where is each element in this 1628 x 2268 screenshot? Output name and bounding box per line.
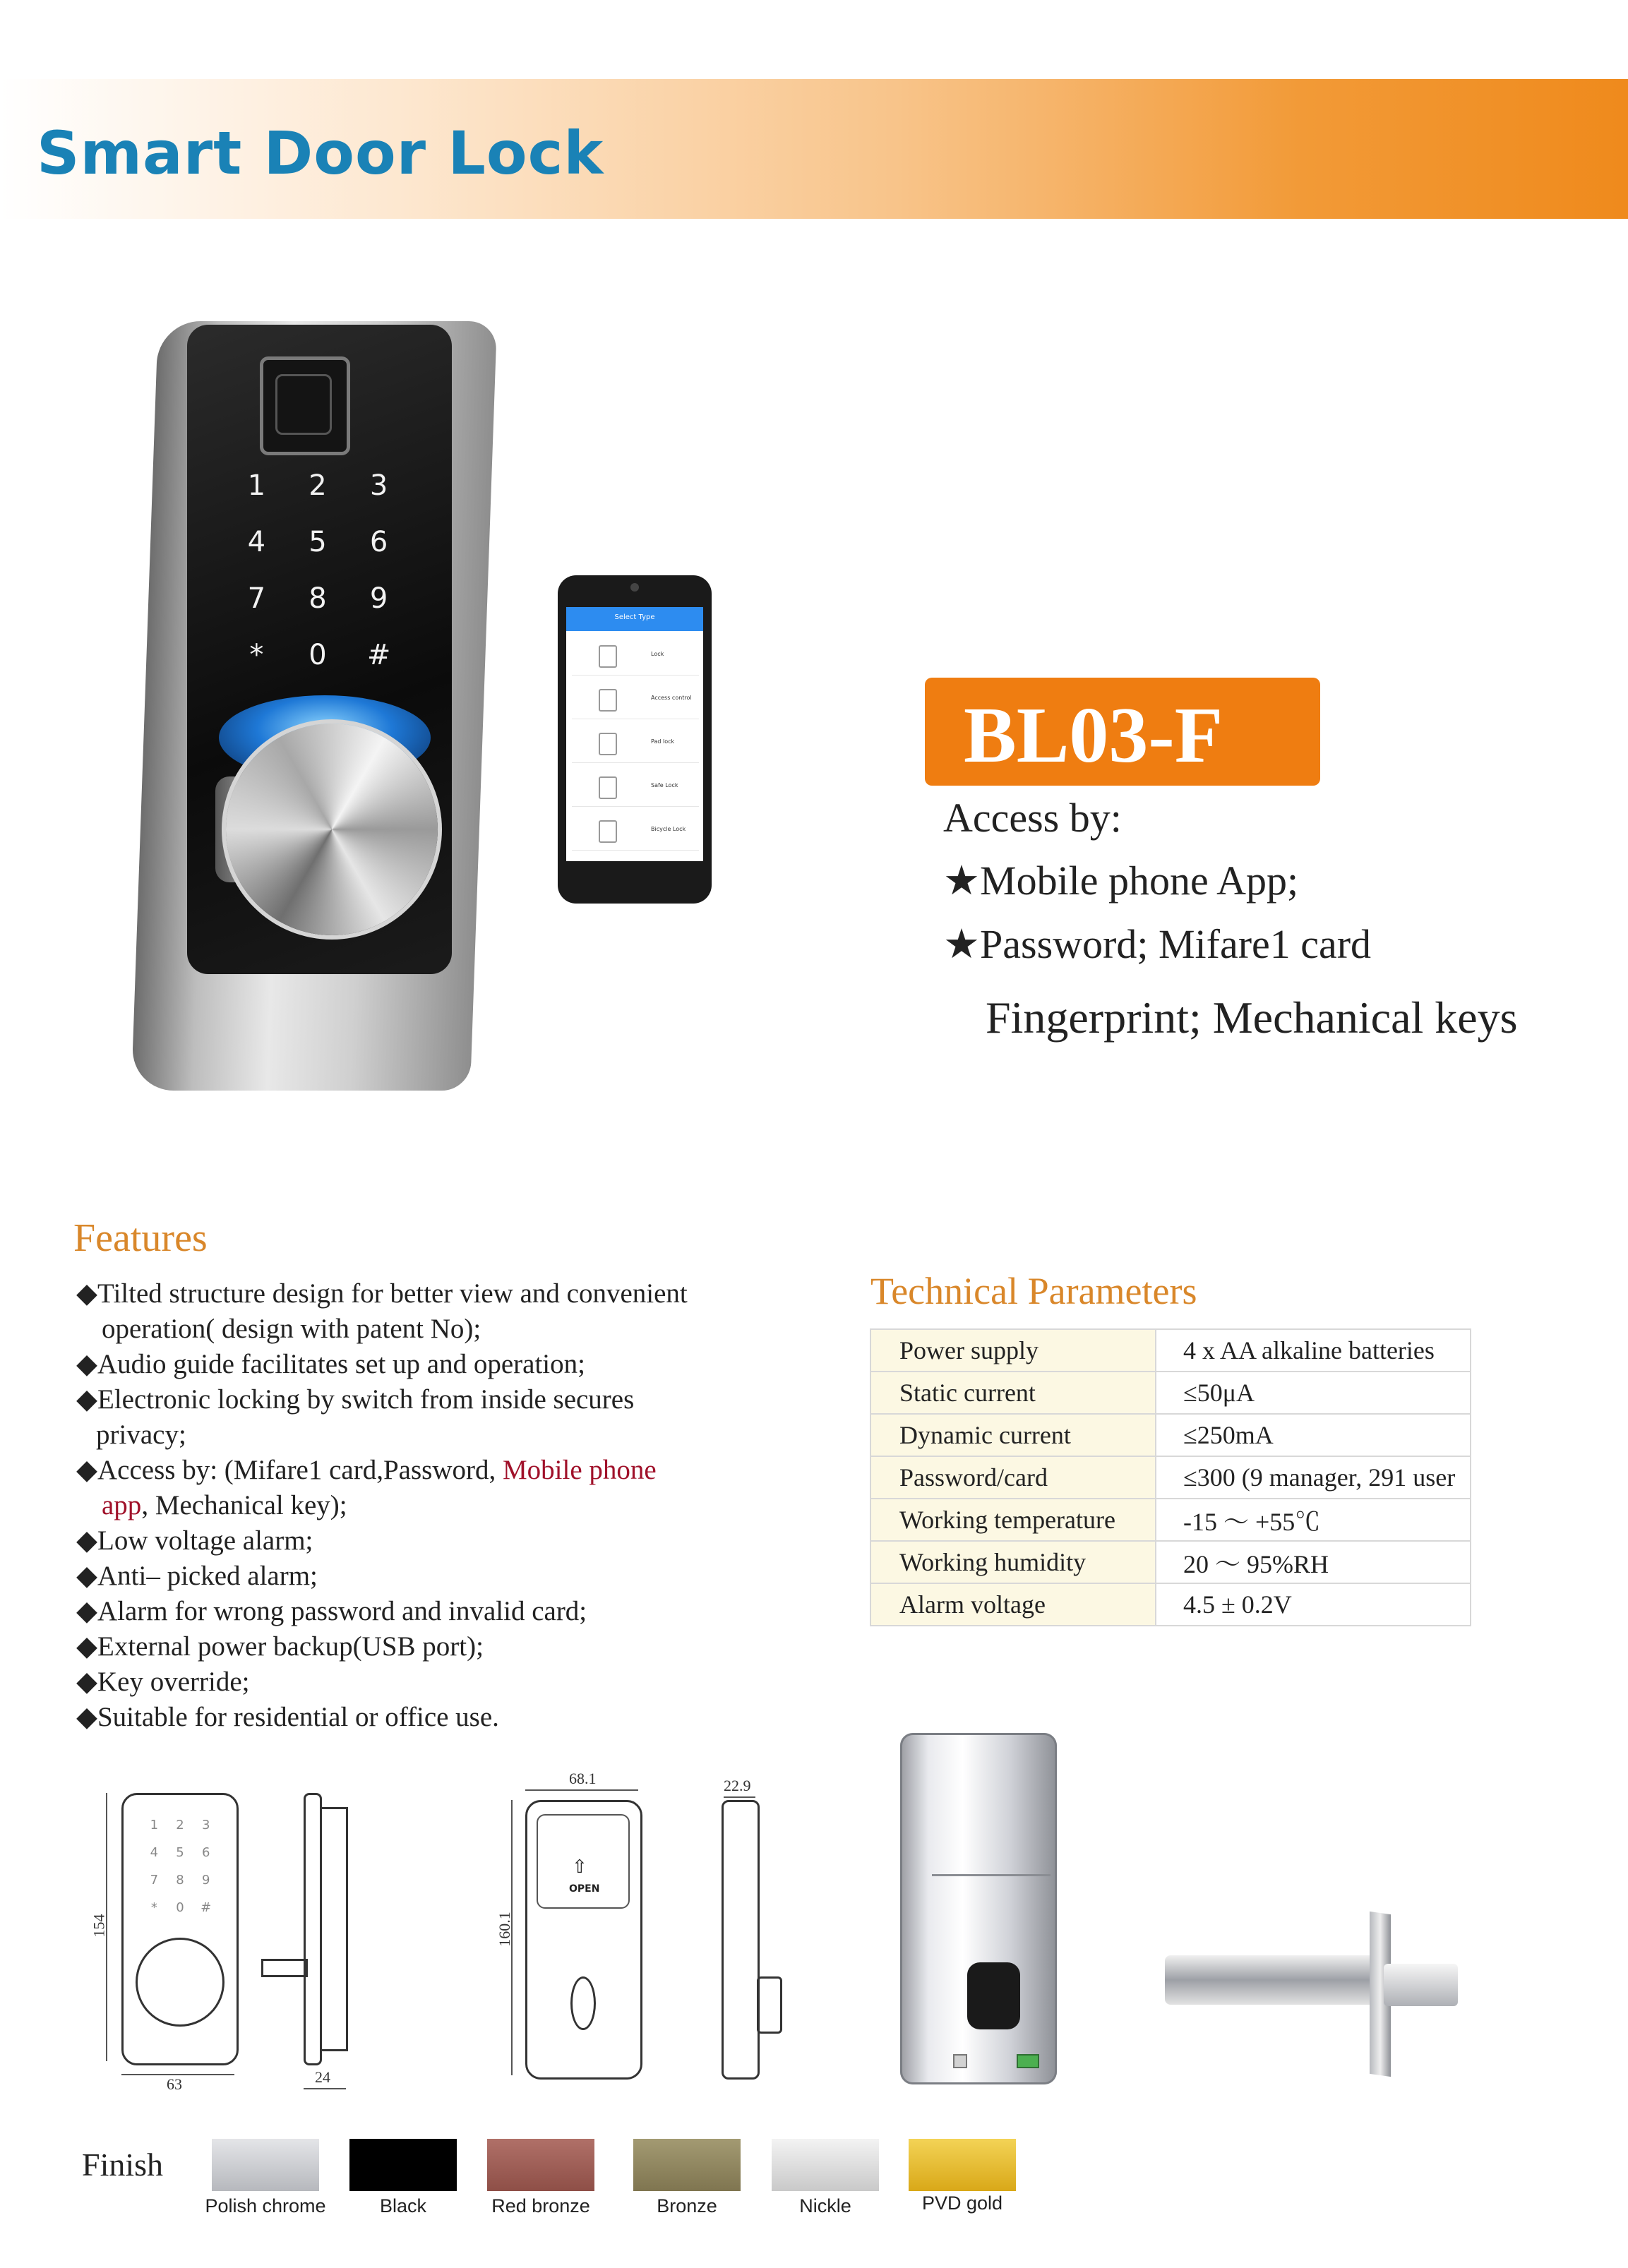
lock-icon — [599, 645, 617, 668]
finish-name: Bronze — [657, 2195, 717, 2216]
finish-name: Polish chrome — [205, 2195, 326, 2216]
table-row — [870, 1329, 1471, 1372]
param-value: ≤250mA — [1156, 1414, 1471, 1456]
drawing-side-view — [304, 1793, 322, 2065]
phone-camera-icon — [630, 583, 639, 592]
arrow-up-icon: ⇧ — [572, 1856, 587, 1878]
table-row — [870, 1414, 1471, 1456]
tech-params-title: Technical Parameters — [870, 1270, 1197, 1312]
app-list-item: Pad lock — [572, 723, 699, 763]
access-line: ★Password; Mifare1 card — [943, 921, 1372, 967]
table-row — [870, 1541, 1471, 1583]
param-key: Working humidity — [870, 1541, 1156, 1583]
keypad-key: 0 — [309, 639, 327, 671]
dim-label: 22.9 — [724, 1777, 751, 1794]
keypad-icon — [599, 689, 617, 712]
app-list-item: Lock — [572, 635, 699, 676]
feature-item: ◆Alarm for wrong password and invalid card; — [76, 1596, 587, 1626]
app-list-item: Safe Lock — [572, 767, 699, 807]
features-title: Features — [73, 1216, 208, 1260]
dimension-line — [525, 1789, 638, 1791]
finish-name: Red bronze — [491, 2195, 590, 2216]
keypad-key: 2 — [309, 469, 327, 502]
finish-swatch-nickle — [772, 2139, 879, 2191]
finish-swatch-black — [349, 2139, 457, 2191]
drawing-knob — [136, 1938, 225, 2027]
param-key: Working temperature — [870, 1499, 1156, 1541]
feature-item: ◆Low voltage alarm; — [76, 1525, 313, 1556]
param-key: Password/card — [870, 1456, 1156, 1499]
keypad-key: 1 — [247, 469, 266, 502]
app-screen-title: Select Type — [614, 613, 655, 621]
safe-icon — [599, 776, 617, 799]
keypad-key: 3 — [369, 469, 388, 502]
dim-label: 63 — [167, 2075, 182, 2093]
drawing-spindle — [261, 1959, 308, 1977]
feature-item: ◆Suitable for residential or office use. — [76, 1702, 499, 1732]
keypad-key: 5 — [309, 526, 327, 558]
finish-name: Nickle — [799, 2195, 851, 2216]
param-value: ≤50μA — [1156, 1372, 1471, 1414]
latch-image — [1165, 1955, 1377, 2005]
access-title: Access by: — [943, 795, 1122, 841]
param-value: 20 ～ 95%RH — [1156, 1541, 1471, 1583]
feature-item: ◆External power backup(USB port); — [76, 1631, 484, 1662]
param-key: Power supply — [870, 1329, 1156, 1372]
lock-knob — [226, 724, 438, 935]
model-number: BL03-F — [964, 692, 1223, 779]
padlock-icon — [599, 733, 617, 755]
dimension-line — [304, 2088, 346, 2089]
keypad-key: 6 — [369, 526, 388, 558]
fingerprint-sensor-window — [275, 374, 332, 435]
access-line: ★Mobile phone App; — [943, 858, 1299, 904]
drawing-back-side-view — [722, 1800, 760, 2080]
open-label: OPEN — [569, 1883, 600, 1895]
feature-item: ◆Audio guide facilitates set up and operation; — [76, 1349, 585, 1379]
param-value: 4 x AA alkaline batteries — [1156, 1329, 1471, 1372]
dim-label: 24 — [315, 2068, 330, 2086]
feature-item: ◆Electronic locking by switch from inside secures privacy; — [76, 1384, 635, 1450]
app-list-item: Bicycle Lock — [572, 810, 699, 851]
bicycle-lock-icon — [599, 820, 617, 843]
back-panel-seam — [932, 1874, 1051, 1876]
feature-item: ◆Tilted structure design for better view and convenient operation( design with patent No); — [76, 1278, 688, 1344]
dim-label: 68.1 — [569, 1770, 597, 1787]
param-value: ≤300 (9 manager, 291 user — [1156, 1456, 1471, 1499]
finish-name: Black — [379, 2195, 427, 2216]
features-list — [76, 1276, 796, 1735]
switch-icon — [1017, 2054, 1039, 2068]
usb-port-icon — [953, 2054, 967, 2068]
drawing-side-taper — [321, 1807, 348, 2051]
finish-swatch-pvd-gold — [909, 2139, 1016, 2191]
param-key: Alarm voltage — [870, 1583, 1156, 1626]
keypad-key: * — [249, 639, 264, 671]
lock-keypad — [226, 469, 409, 671]
param-key: Dynamic current — [870, 1414, 1156, 1456]
keypad-key: 9 — [369, 582, 388, 615]
feature-item: ◆Access by: (Mifare1 card,Password, Mobile phone app, Mechanical key); — [76, 1455, 657, 1520]
table-row — [870, 1372, 1471, 1414]
feature-item: ◆Anti– picked alarm; — [76, 1561, 318, 1591]
finish-swatch-red-bronze — [487, 2139, 594, 2191]
table-row — [870, 1583, 1471, 1626]
param-value: 4.5 ± 0.2V — [1156, 1583, 1471, 1626]
page-title: Smart Door Lock — [37, 119, 604, 188]
feature-item: ◆Key override; — [76, 1667, 250, 1697]
param-value: -15 ～ +55℃ — [1156, 1499, 1471, 1541]
access-line: Fingerprint; Mechanical keys — [986, 992, 1518, 1043]
keypad-key: 4 — [247, 526, 266, 558]
thumbturn-image — [967, 1962, 1020, 2029]
table-row — [870, 1456, 1471, 1499]
app-list-item: Access control — [572, 679, 699, 719]
table-row — [870, 1499, 1471, 1541]
dim-label: 154 — [90, 1914, 108, 1938]
finish-label: Finish — [82, 2147, 164, 2183]
drawing-thumbturn — [570, 1976, 596, 2030]
back-panel-image — [900, 1733, 1057, 2084]
drawing-back-knob — [757, 1976, 782, 2034]
keypad-key: # — [366, 639, 391, 671]
dimension-line — [724, 1796, 755, 1798]
latch-bolt — [1384, 1964, 1458, 2006]
tech-params-table — [870, 1328, 1471, 1626]
keypad-key: 8 — [309, 582, 327, 615]
drawing-keypad: 1 2 3 4 5 6 7 8 9 * 0 # — [150, 1818, 212, 1915]
dim-label: 160.1 — [495, 1912, 513, 1947]
finish-swatch-bronze — [633, 2139, 741, 2191]
param-key: Static current — [870, 1372, 1156, 1414]
finish-swatch-polish-chrome — [212, 2139, 319, 2191]
finish-name: PVD gold — [921, 2192, 1003, 2214]
keypad-key: 7 — [247, 582, 266, 615]
